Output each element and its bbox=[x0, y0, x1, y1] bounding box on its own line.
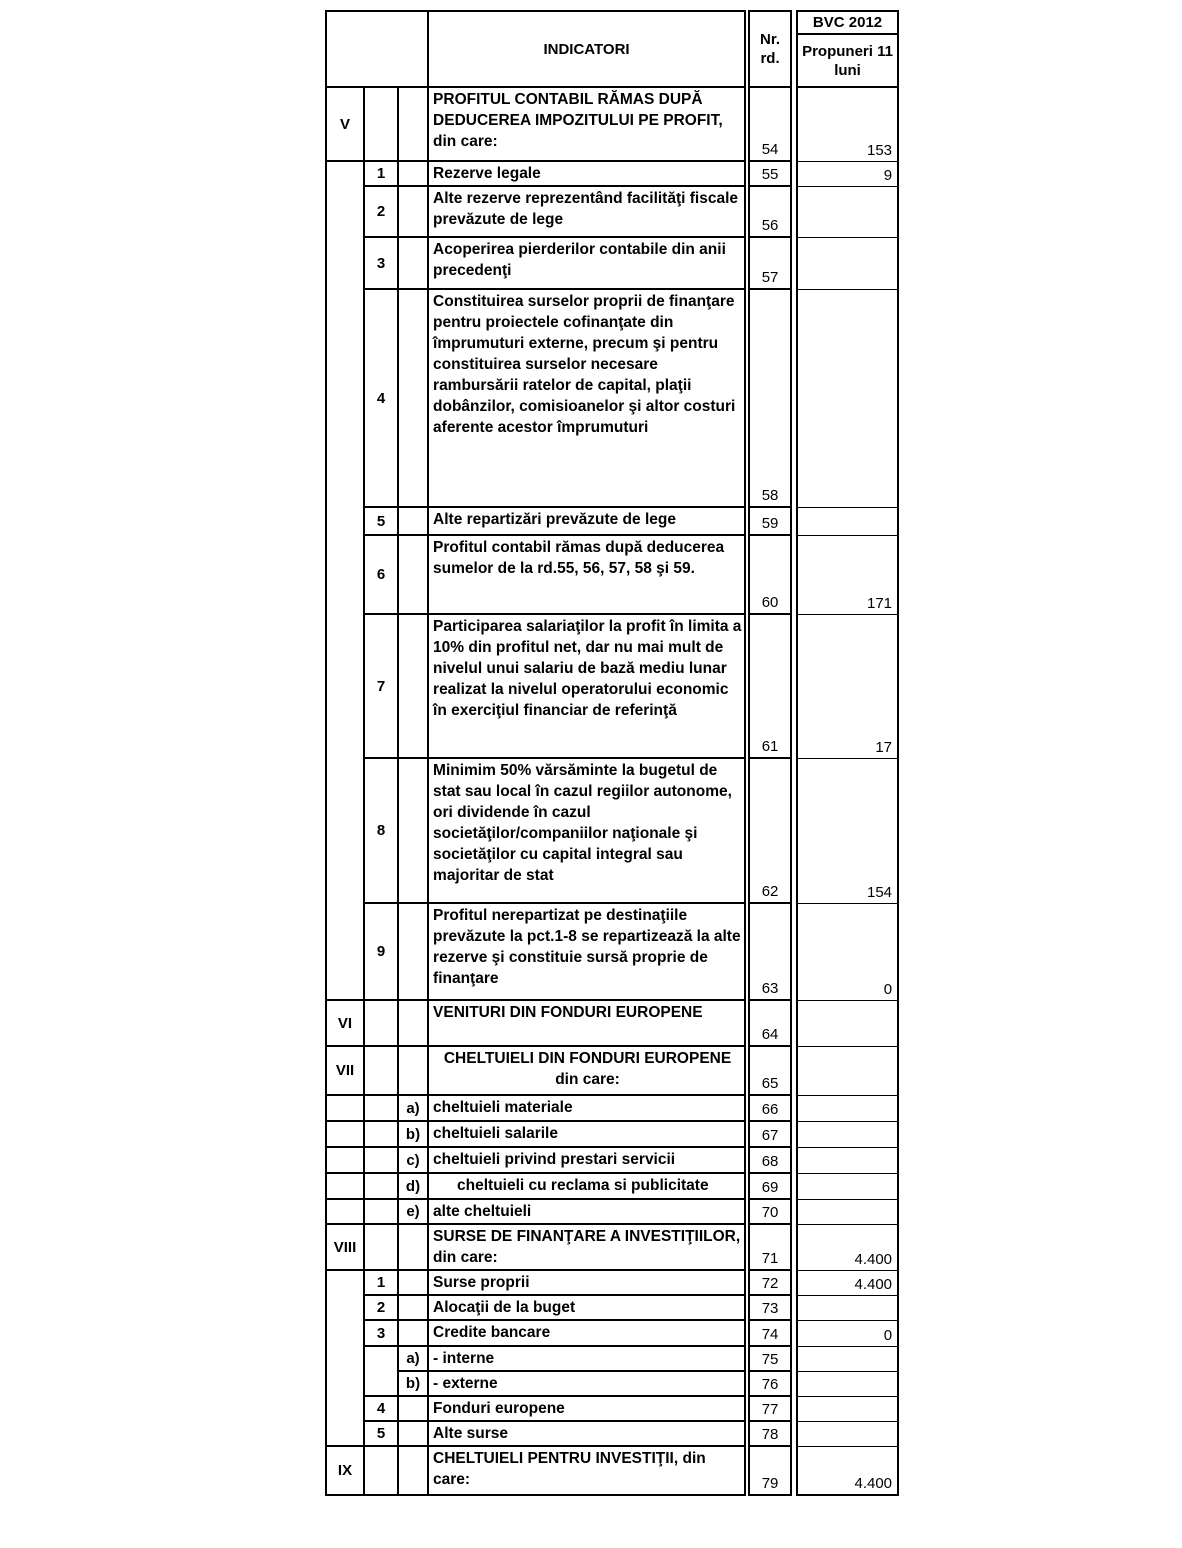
letter-cell: c) bbox=[398, 1147, 428, 1173]
nr-cell: 62 bbox=[749, 758, 791, 903]
value-cell bbox=[797, 1095, 898, 1121]
header-bvc-2012: BVC 2012 bbox=[797, 11, 898, 34]
letter-cell bbox=[398, 186, 428, 237]
num-cell bbox=[364, 1095, 398, 1121]
header-corner-cell bbox=[326, 11, 428, 87]
header-nr-rd: Nr. rd. bbox=[749, 11, 791, 87]
nr-cell: 69 bbox=[749, 1173, 791, 1199]
value-cell: 0 bbox=[797, 903, 898, 1000]
nr-cell: 77 bbox=[749, 1396, 791, 1421]
indicator-cell: Alte surse bbox=[428, 1421, 745, 1446]
letter-cell bbox=[398, 1295, 428, 1320]
nr-cell: 64 bbox=[749, 1000, 791, 1046]
indicator-cell: Credite bancare bbox=[428, 1320, 745, 1346]
nr-cell: 71 bbox=[749, 1224, 791, 1270]
num-cell: 4 bbox=[364, 289, 398, 507]
value-cell bbox=[797, 1000, 898, 1046]
header-propuneri-11-luni: Propuneri 11 luni bbox=[797, 34, 898, 87]
header-indicatori: INDICATORI bbox=[428, 11, 745, 87]
nr-cell: 68 bbox=[749, 1147, 791, 1173]
value-cell: 154 bbox=[797, 758, 898, 903]
indicator-cell: Fonduri europene bbox=[428, 1396, 745, 1421]
indicator-cell: cheltuieli salarile bbox=[428, 1121, 745, 1147]
value-cell bbox=[797, 1121, 898, 1147]
indicator-cell: Surse proprii bbox=[428, 1270, 745, 1295]
letter-cell bbox=[398, 903, 428, 1000]
nr-cell: 67 bbox=[749, 1121, 791, 1147]
letter-cell bbox=[398, 1446, 428, 1495]
value-cell bbox=[797, 1173, 898, 1199]
roman-cell: VI bbox=[326, 1000, 364, 1046]
nr-cell: 60 bbox=[749, 535, 791, 614]
letter-cell bbox=[398, 1270, 428, 1295]
letter-cell bbox=[398, 507, 428, 535]
letter-cell bbox=[398, 614, 428, 758]
nr-cell: 72 bbox=[749, 1270, 791, 1295]
indicator-cell: Profitul contabil rămas după deducerea sumelor de la rd.55, 56, 57, 58 şi 59. bbox=[428, 535, 745, 614]
letter-cell bbox=[398, 1000, 428, 1046]
indicator-cell: - externe bbox=[428, 1371, 745, 1396]
value-cell bbox=[797, 1421, 898, 1446]
letter-cell bbox=[398, 758, 428, 903]
indicator-cell: Profitul nerepartizat pe destinaţiile prevăzute la pct.1-8 se repartizează la alte rezerve şi constituie sursă proprie de finanţare bbox=[428, 903, 745, 1000]
letter-cell bbox=[398, 1396, 428, 1421]
nr-cell: 70 bbox=[749, 1199, 791, 1224]
nr-cell: 56 bbox=[749, 186, 791, 237]
value-cell bbox=[797, 289, 898, 507]
nr-cell: 55 bbox=[749, 161, 791, 186]
roman-cell bbox=[326, 1173, 364, 1199]
num-cell bbox=[364, 1000, 398, 1046]
bvc-budget-table bbox=[325, 10, 899, 1496]
roman-cell bbox=[326, 161, 364, 1000]
indicator-cell: Alte rezerve reprezentând facilităţi fiscale prevăzute de lege bbox=[428, 186, 745, 237]
num-cell bbox=[364, 1346, 398, 1396]
indicator-cell: Alocaţii de la buget bbox=[428, 1295, 745, 1320]
value-cell: 153 bbox=[797, 87, 898, 161]
letter-cell: b) bbox=[398, 1371, 428, 1396]
value-cell bbox=[797, 1371, 898, 1396]
value-cell bbox=[797, 1199, 898, 1224]
value-cell bbox=[797, 1346, 898, 1371]
indicator-cell: Minimim 50% vărsăminte la bugetul de stat sau local în cazul regiilor autonome, ori dividende în cazul societăţilor/companiilor naţionale şi societăţilor cu capital integral sau majoritar de stat bbox=[428, 758, 745, 903]
letter-cell: b) bbox=[398, 1121, 428, 1147]
num-cell: 8 bbox=[364, 758, 398, 903]
value-cell bbox=[797, 507, 898, 535]
value-cell: 4.400 bbox=[797, 1446, 898, 1495]
value-cell bbox=[797, 1396, 898, 1421]
nr-cell: 79 bbox=[749, 1446, 791, 1495]
letter-cell: e) bbox=[398, 1199, 428, 1224]
indicator-cell: cheltuieli privind prestari servicii bbox=[428, 1147, 745, 1173]
nr-cell: 58 bbox=[749, 289, 791, 507]
letter-cell bbox=[398, 87, 428, 161]
num-cell bbox=[364, 1173, 398, 1199]
value-cell: 4.400 bbox=[797, 1270, 898, 1295]
letter-cell bbox=[398, 161, 428, 186]
nr-cell: 59 bbox=[749, 507, 791, 535]
value-cell: 9 bbox=[797, 161, 898, 186]
num-cell bbox=[364, 1446, 398, 1495]
value-cell bbox=[797, 1147, 898, 1173]
indicator-cell: PROFITUL CONTABIL RĂMAS DUPĂ DEDUCEREA IMPOZITULUI PE PROFIT, din care: bbox=[428, 87, 745, 161]
nr-cell: 74 bbox=[749, 1320, 791, 1346]
indicator-cell: cheltuieli materiale bbox=[428, 1095, 745, 1121]
value-cell: 4.400 bbox=[797, 1224, 898, 1270]
letter-cell bbox=[398, 1421, 428, 1446]
nr-cell: 65 bbox=[749, 1046, 791, 1095]
value-cell bbox=[797, 1295, 898, 1320]
letter-cell bbox=[398, 535, 428, 614]
letter-cell bbox=[398, 1320, 428, 1346]
num-cell bbox=[364, 1046, 398, 1095]
num-cell: 3 bbox=[364, 237, 398, 289]
roman-cell bbox=[326, 1270, 364, 1446]
letter-cell: d) bbox=[398, 1173, 428, 1199]
num-cell bbox=[364, 1147, 398, 1173]
num-cell: 6 bbox=[364, 535, 398, 614]
roman-cell bbox=[326, 1095, 364, 1121]
nr-cell: 66 bbox=[749, 1095, 791, 1121]
value-cell: 171 bbox=[797, 535, 898, 614]
indicator-cell: Participarea salariaţilor la profit în limita a 10% din profitul net, dar nu mai mult de nivelul unui salariu de bază mediu lunar realizat la nivelul operatorului economic în exerciţiul financiar de referinţă bbox=[428, 614, 745, 758]
num-cell: 2 bbox=[364, 1295, 398, 1320]
letter-cell bbox=[398, 237, 428, 289]
nr-cell: 73 bbox=[749, 1295, 791, 1320]
indicator-cell: CHELTUIELI PENTRU INVESTIŢII, din care: bbox=[428, 1446, 745, 1495]
num-cell bbox=[364, 1121, 398, 1147]
letter-cell: a) bbox=[398, 1346, 428, 1371]
indicator-cell: CHELTUIELI DIN FONDURI EUROPENE din care: bbox=[428, 1046, 745, 1095]
nr-cell: 76 bbox=[749, 1371, 791, 1396]
num-cell: 1 bbox=[364, 161, 398, 186]
indicator-cell: VENITURI DIN FONDURI EUROPENE bbox=[428, 1000, 745, 1046]
num-cell: 3 bbox=[364, 1320, 398, 1346]
roman-cell bbox=[326, 1199, 364, 1224]
indicator-cell: alte cheltuieli bbox=[428, 1199, 745, 1224]
num-cell: 2 bbox=[364, 186, 398, 237]
indicator-cell: - interne bbox=[428, 1346, 745, 1371]
num-cell bbox=[364, 1224, 398, 1270]
indicator-cell: Acoperirea pierderilor contabile din anii precedenţi bbox=[428, 237, 745, 289]
value-cell bbox=[797, 237, 898, 289]
nr-cell: 54 bbox=[749, 87, 791, 161]
nr-cell: 61 bbox=[749, 614, 791, 758]
letter-cell: a) bbox=[398, 1095, 428, 1121]
indicator-cell: Rezerve legale bbox=[428, 161, 745, 186]
num-cell: 7 bbox=[364, 614, 398, 758]
indicator-cell: Alte repartizări prevăzute de lege bbox=[428, 507, 745, 535]
roman-cell bbox=[326, 1147, 364, 1173]
num-cell: 5 bbox=[364, 1421, 398, 1446]
letter-cell bbox=[398, 289, 428, 507]
roman-cell: VII bbox=[326, 1046, 364, 1095]
value-cell bbox=[797, 1046, 898, 1095]
value-cell: 0 bbox=[797, 1320, 898, 1346]
nr-cell: 75 bbox=[749, 1346, 791, 1371]
letter-cell bbox=[398, 1224, 428, 1270]
indicator-cell: SURSE DE FINANŢARE A INVESTIŢIILOR, din care: bbox=[428, 1224, 745, 1270]
roman-cell: V bbox=[326, 87, 364, 161]
roman-cell: VIII bbox=[326, 1224, 364, 1270]
letter-cell bbox=[398, 1046, 428, 1095]
nr-cell: 78 bbox=[749, 1421, 791, 1446]
nr-cell: 63 bbox=[749, 903, 791, 1000]
value-cell bbox=[797, 186, 898, 237]
value-cell: 17 bbox=[797, 614, 898, 758]
roman-cell: IX bbox=[326, 1446, 364, 1495]
indicator-cell: cheltuieli cu reclama si publicitate bbox=[428, 1173, 745, 1199]
indicator-cell: Constituirea surselor proprii de finanţare pentru proiectele cofinanţate din împrumuturi externe, precum şi pentru constituirea surselor necesare rambursării ratelor de capital, plaţii dobânzilor, comisioanelor şi altor costuri aferente acestor împrumuturi bbox=[428, 289, 745, 507]
nr-cell: 57 bbox=[749, 237, 791, 289]
num-cell: 5 bbox=[364, 507, 398, 535]
roman-cell bbox=[326, 1121, 364, 1147]
num-cell bbox=[364, 87, 398, 161]
num-cell: 1 bbox=[364, 1270, 398, 1295]
num-cell bbox=[364, 1199, 398, 1224]
num-cell: 9 bbox=[364, 903, 398, 1000]
num-cell: 4 bbox=[364, 1396, 398, 1421]
